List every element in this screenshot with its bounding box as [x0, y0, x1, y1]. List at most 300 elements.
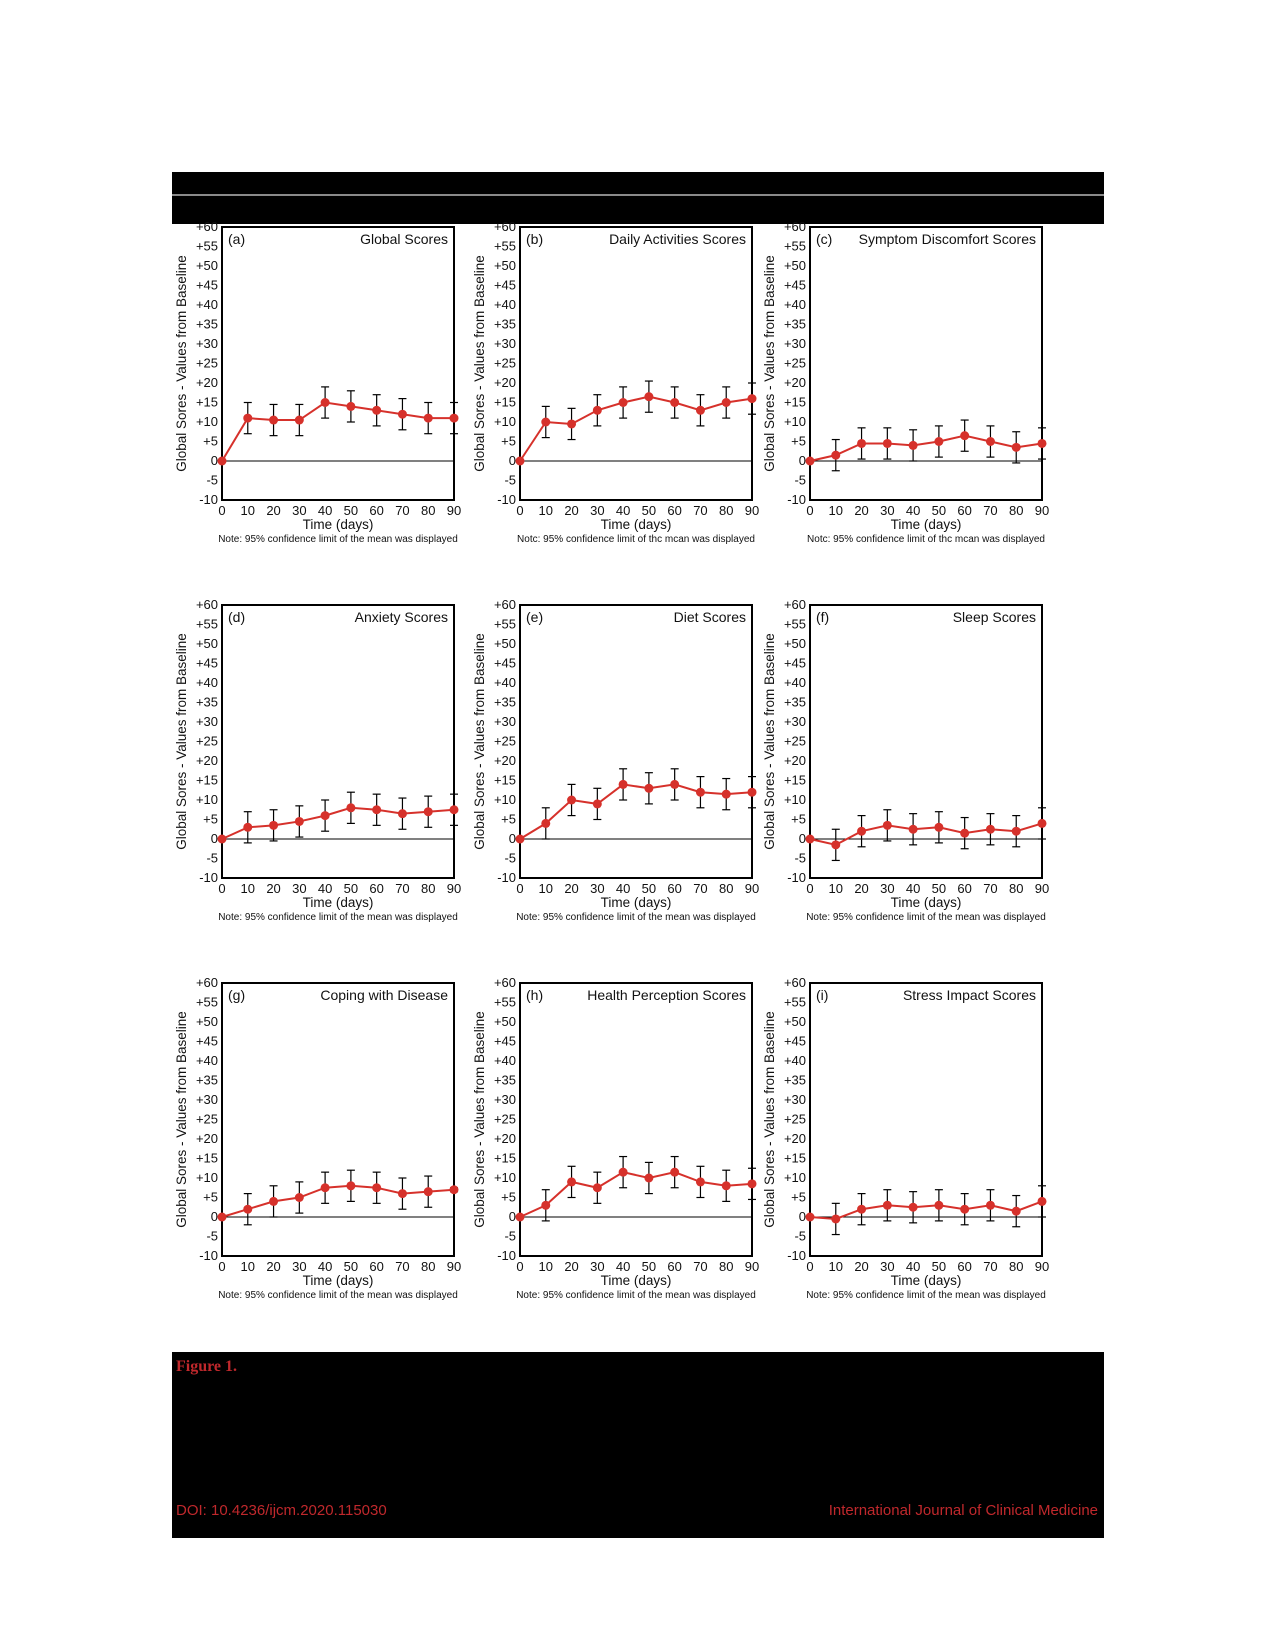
panel-label: (g)	[228, 987, 246, 1003]
data-point	[619, 398, 628, 407]
data-point	[934, 1201, 943, 1210]
x-tick-label: 0	[516, 503, 524, 518]
data-point	[346, 1181, 355, 1190]
y-axis-label: Global Sores - Values from Baseline	[174, 255, 189, 472]
y-axis-label: Global Sores - Values from Baseline	[472, 633, 487, 850]
x-tick-label: 80	[718, 1259, 734, 1274]
chart-panel-b	[470, 219, 780, 572]
y-tick-label: +25	[493, 355, 516, 371]
chart-note: Note: 95% confidence limit of the mean was displayed	[218, 912, 458, 923]
y-tick-label: 0	[798, 453, 806, 468]
data-point	[372, 805, 381, 814]
y-tick-label: +25	[493, 1111, 516, 1127]
plot-frame	[520, 227, 752, 500]
data-point	[541, 819, 550, 828]
y-tick-label: +45	[783, 655, 806, 671]
y-tick-label: +50	[783, 636, 806, 651]
y-tick-label: +5	[791, 433, 806, 449]
chart-panel-g	[172, 975, 482, 1328]
panel-title: Stress Impact Scores	[902, 987, 1036, 1003]
panel-title: Daily Activities Scores	[609, 231, 746, 247]
data-point	[218, 457, 227, 466]
data-point	[295, 416, 304, 425]
panel-label: (h)	[526, 987, 544, 1003]
x-tick-label: 10	[828, 881, 844, 896]
data-point	[722, 398, 731, 407]
y-tick-label: +55	[783, 238, 806, 254]
chart-note: Notc: 95% confidence limit of thc mcan was displayed	[517, 534, 755, 545]
x-tick-label: 90	[446, 503, 462, 518]
x-tick-label: 40	[615, 503, 631, 518]
y-tick-label: +60	[195, 219, 218, 234]
x-tick-label: 70	[693, 881, 708, 896]
x-tick-label: 70	[395, 503, 410, 518]
y-tick-label: +15	[493, 394, 516, 410]
x-axis-label: Time (days)	[890, 1273, 962, 1288]
data-point	[696, 1177, 705, 1186]
y-tick-label: +20	[783, 753, 806, 768]
data-point	[619, 780, 628, 789]
x-tick-label: 30	[880, 503, 895, 518]
y-tick-label: +40	[493, 297, 516, 312]
y-tick-label: +45	[493, 277, 516, 293]
x-tick-label: 90	[744, 1259, 760, 1274]
y-axis-label: Global Sores - Values from Baseline	[762, 255, 777, 472]
x-tick-label: 10	[828, 503, 844, 518]
y-tick-label: +25	[195, 1111, 218, 1127]
y-tick-label: +15	[783, 394, 806, 410]
panel-title: Diet Scores	[673, 609, 746, 625]
y-tick-label: +5	[203, 1189, 218, 1205]
y-tick-label: +50	[783, 1014, 806, 1029]
header-rule	[172, 194, 1104, 196]
x-axis-label: Time (days)	[302, 517, 374, 532]
x-tick-label: 50	[343, 881, 359, 896]
x-tick-label: 30	[590, 1259, 605, 1274]
x-tick-label: 20	[854, 881, 869, 896]
chart-panel-e	[470, 597, 780, 950]
data-point	[670, 398, 679, 407]
y-tick-label: +10	[493, 792, 516, 807]
y-tick-label: 0	[508, 453, 516, 468]
data-point	[670, 780, 679, 789]
data-point	[424, 1187, 433, 1196]
x-tick-label: 70	[983, 881, 998, 896]
data-point	[748, 788, 757, 797]
y-tick-label: +35	[783, 1072, 806, 1088]
y-tick-label: +50	[783, 258, 806, 273]
y-tick-label: +35	[783, 316, 806, 332]
y-tick-label: -5	[504, 850, 516, 866]
y-tick-label: +20	[195, 375, 218, 390]
y-tick-label: +5	[501, 433, 516, 449]
chart-note: Note: 95% confidence limit of the mean was displayed	[806, 912, 1046, 923]
data-point	[1038, 819, 1047, 828]
x-tick-label: 50	[931, 503, 947, 518]
y-tick-label: +10	[783, 1170, 806, 1185]
x-tick-label: 40	[905, 1259, 921, 1274]
panel-title: Anxiety Scores	[354, 609, 448, 625]
y-tick-label: +5	[501, 811, 516, 827]
y-tick-label: +30	[783, 714, 806, 729]
y-tick-label: -10	[199, 870, 218, 885]
y-tick-label: -5	[794, 850, 806, 866]
x-tick-label: 60	[667, 503, 682, 518]
y-tick-label: +60	[195, 975, 218, 990]
y-tick-label: +30	[493, 1092, 516, 1107]
y-tick-label: +55	[493, 994, 516, 1010]
y-tick-label: +5	[203, 433, 218, 449]
x-tick-label: 0	[516, 881, 524, 896]
y-tick-label: -10	[787, 870, 806, 885]
chart-note: Notc: 95% confidence limit of thc mcan was displayed	[807, 534, 1045, 545]
x-tick-label: 80	[718, 881, 734, 896]
y-tick-label: +35	[195, 694, 218, 710]
y-tick-label: +25	[493, 733, 516, 749]
data-point	[806, 835, 815, 844]
data-point	[670, 1168, 679, 1177]
x-tick-label: 90	[744, 503, 760, 518]
x-tick-label: 10	[538, 1259, 554, 1274]
data-point	[450, 414, 459, 423]
y-tick-label: +25	[195, 355, 218, 371]
y-tick-label: +25	[195, 733, 218, 749]
data-point	[748, 1179, 757, 1188]
x-tick-label: 70	[693, 1259, 708, 1274]
x-axis-label: Time (days)	[302, 895, 374, 910]
panel-title: Sleep Scores	[952, 609, 1036, 625]
data-point	[909, 1203, 918, 1212]
y-tick-label: +10	[493, 1170, 516, 1185]
data-point	[934, 823, 943, 832]
y-tick-label: -10	[497, 1248, 516, 1263]
y-tick-label: +50	[195, 1014, 218, 1029]
x-tick-label: 10	[240, 881, 256, 896]
x-axis-label: Time (days)	[600, 895, 672, 910]
y-tick-label: +30	[783, 336, 806, 351]
x-tick-label: 90	[446, 881, 462, 896]
y-tick-label: +45	[493, 1033, 516, 1049]
data-point	[1012, 1207, 1021, 1216]
y-tick-label: +20	[493, 375, 516, 390]
y-tick-label: +60	[493, 975, 516, 990]
data-point	[1038, 439, 1047, 448]
y-tick-label: +20	[783, 1131, 806, 1146]
x-tick-label: 0	[218, 503, 226, 518]
y-tick-label: 0	[210, 453, 218, 468]
y-tick-label: +30	[195, 714, 218, 729]
panel-label: (i)	[816, 987, 829, 1003]
y-tick-label: -5	[504, 472, 516, 488]
y-tick-label: +45	[783, 277, 806, 293]
y-axis-label: Global Sores - Values from Baseline	[174, 633, 189, 850]
y-axis-label: Global Sores - Values from Baseline	[472, 1011, 487, 1228]
panel-title: Symptom Discomfort Scores	[858, 231, 1036, 247]
chart-panel-a	[172, 219, 482, 572]
x-tick-label: 20	[266, 881, 281, 896]
x-tick-label: 10	[538, 881, 554, 896]
data-point	[857, 827, 866, 836]
data-point	[986, 1201, 995, 1210]
y-tick-label: +30	[493, 336, 516, 351]
y-tick-label: +50	[195, 636, 218, 651]
data-point	[398, 1189, 407, 1198]
data-point	[831, 1214, 840, 1223]
x-tick-label: 70	[395, 881, 410, 896]
y-tick-label: +25	[783, 355, 806, 371]
x-tick-label: 60	[957, 1259, 972, 1274]
x-tick-label: 30	[880, 1259, 895, 1274]
x-tick-label: 20	[564, 881, 579, 896]
y-tick-label: +35	[195, 316, 218, 332]
data-point	[593, 1183, 602, 1192]
x-tick-label: 0	[516, 1259, 524, 1274]
y-tick-label: +15	[493, 1150, 516, 1166]
data-point	[450, 1185, 459, 1194]
y-tick-label: +45	[195, 655, 218, 671]
x-tick-label: 30	[292, 881, 307, 896]
data-point	[909, 825, 918, 834]
x-tick-label: 10	[240, 1259, 256, 1274]
panel-label: (f)	[816, 609, 830, 625]
x-axis-label: Time (days)	[600, 1273, 672, 1288]
panel-label: (c)	[816, 231, 833, 247]
panel-title: Global Scores	[360, 231, 448, 247]
data-point	[567, 796, 576, 805]
x-axis-label: Time (days)	[302, 1273, 374, 1288]
data-point	[696, 788, 705, 797]
x-tick-label: 60	[369, 1259, 384, 1274]
x-tick-label: 70	[693, 503, 708, 518]
x-tick-label: 0	[806, 1259, 814, 1274]
x-tick-label: 60	[369, 881, 384, 896]
y-tick-label: -10	[199, 1248, 218, 1263]
x-tick-label: 80	[1008, 881, 1024, 896]
y-tick-label: +35	[493, 1072, 516, 1088]
y-tick-label: +15	[195, 1150, 218, 1166]
y-tick-label: +25	[783, 733, 806, 749]
x-tick-label: 80	[420, 881, 436, 896]
y-tick-label: -10	[497, 492, 516, 507]
chart-note: Note: 95% confidence limit of the mean was displayed	[806, 1290, 1046, 1301]
y-tick-label: +40	[195, 675, 218, 690]
y-tick-label: +20	[493, 1131, 516, 1146]
data-point	[398, 410, 407, 419]
x-tick-label: 30	[880, 881, 895, 896]
data-point	[1012, 443, 1021, 452]
header-bar	[172, 172, 1104, 224]
x-tick-label: 30	[292, 503, 307, 518]
y-tick-label: +20	[493, 753, 516, 768]
y-tick-label: +50	[195, 258, 218, 273]
data-point	[269, 821, 278, 830]
x-tick-label: 20	[266, 1259, 281, 1274]
data-point	[806, 1213, 815, 1222]
data-point	[986, 825, 995, 834]
data-point	[243, 1205, 252, 1214]
x-tick-label: 60	[957, 881, 972, 896]
data-point	[593, 799, 602, 808]
y-tick-label: +55	[783, 616, 806, 632]
x-tick-label: 80	[1008, 1259, 1024, 1274]
y-tick-label: -10	[199, 492, 218, 507]
x-tick-label: 0	[218, 1259, 226, 1274]
data-point	[516, 457, 525, 466]
y-tick-label: +40	[493, 675, 516, 690]
y-tick-label: +15	[195, 772, 218, 788]
y-tick-label: -5	[206, 1228, 218, 1244]
data-point	[541, 418, 550, 427]
x-tick-label: 40	[615, 881, 631, 896]
x-tick-label: 80	[718, 503, 734, 518]
y-tick-label: +60	[783, 597, 806, 612]
chart-panel-d	[172, 597, 482, 950]
x-axis-label: Time (days)	[890, 517, 962, 532]
x-tick-label: 80	[420, 503, 436, 518]
data-point	[831, 840, 840, 849]
data-point	[398, 809, 407, 818]
y-tick-label: +40	[783, 1053, 806, 1068]
y-axis-label: Global Sores - Values from Baseline	[762, 1011, 777, 1228]
y-tick-label: 0	[210, 831, 218, 846]
chart-note: Note: 95% confidence limit of the mean was displayed	[516, 1290, 756, 1301]
y-tick-label: +15	[783, 772, 806, 788]
x-axis-label: Time (days)	[890, 895, 962, 910]
data-point	[516, 835, 525, 844]
data-point	[346, 803, 355, 812]
x-tick-label: 50	[931, 881, 947, 896]
footer-journal: International Journal of Clinical Medicine	[828, 1502, 1098, 1519]
data-point	[857, 1205, 866, 1214]
y-tick-label: +35	[493, 316, 516, 332]
data-point	[295, 817, 304, 826]
x-tick-label: 70	[983, 1259, 998, 1274]
chart-note: Note: 95% confidence limit of the mean was displayed	[516, 912, 756, 923]
data-point	[346, 402, 355, 411]
data-point	[541, 1201, 550, 1210]
data-point	[644, 392, 653, 401]
data-point	[696, 406, 705, 415]
y-tick-label: +45	[195, 277, 218, 293]
x-tick-label: 40	[905, 503, 921, 518]
panel-title: Coping with Disease	[320, 987, 448, 1003]
y-tick-label: +55	[493, 616, 516, 632]
y-tick-label: -10	[787, 1248, 806, 1263]
y-tick-label: +15	[783, 1150, 806, 1166]
data-point	[567, 1177, 576, 1186]
y-tick-label: +55	[195, 994, 218, 1010]
x-tick-label: 40	[615, 1259, 631, 1274]
data-point	[960, 1205, 969, 1214]
data-point	[1038, 1197, 1047, 1206]
data-point	[960, 829, 969, 838]
chart-panel-f	[760, 597, 1070, 950]
data-point	[748, 394, 757, 403]
y-axis-label: Global Sores - Values from Baseline	[762, 633, 777, 850]
x-tick-label: 30	[590, 881, 605, 896]
x-tick-label: 90	[1034, 503, 1050, 518]
x-tick-label: 70	[395, 1259, 410, 1274]
y-tick-label: +10	[195, 792, 218, 807]
y-tick-label: +30	[195, 1092, 218, 1107]
x-tick-label: 40	[317, 881, 333, 896]
y-tick-label: +60	[783, 219, 806, 234]
x-tick-label: 60	[667, 1259, 682, 1274]
y-tick-label: +10	[493, 414, 516, 429]
data-point	[883, 821, 892, 830]
plot-frame	[810, 605, 1042, 878]
data-point	[934, 437, 943, 446]
x-tick-label: 90	[1034, 881, 1050, 896]
data-point	[644, 784, 653, 793]
data-point	[372, 406, 381, 415]
panel-label: (e)	[526, 609, 544, 625]
data-point	[295, 1193, 304, 1202]
data-point	[269, 416, 278, 425]
x-tick-label: 20	[564, 1259, 579, 1274]
data-point	[321, 1183, 330, 1192]
y-tick-label: +15	[195, 394, 218, 410]
x-tick-label: 30	[292, 1259, 307, 1274]
x-tick-label: 70	[983, 503, 998, 518]
y-tick-label: +55	[493, 238, 516, 254]
y-tick-label: -5	[504, 1228, 516, 1244]
x-tick-label: 40	[317, 503, 333, 518]
data-point	[593, 406, 602, 415]
y-tick-label: +45	[493, 655, 516, 671]
panel-label: (d)	[228, 609, 246, 625]
data-point	[883, 1201, 892, 1210]
data-point	[1012, 827, 1021, 836]
y-tick-label: -10	[787, 492, 806, 507]
y-tick-label: -5	[794, 1228, 806, 1244]
data-point	[722, 1181, 731, 1190]
y-tick-label: +40	[783, 297, 806, 312]
data-point	[960, 431, 969, 440]
y-tick-label: +5	[791, 811, 806, 827]
x-tick-label: 10	[828, 1259, 844, 1274]
y-tick-label: 0	[798, 1209, 806, 1224]
plot-frame	[222, 983, 454, 1256]
x-tick-label: 20	[564, 503, 579, 518]
x-tick-label: 20	[854, 503, 869, 518]
data-point	[909, 441, 918, 450]
y-tick-label: +20	[195, 1131, 218, 1146]
y-tick-label: +45	[783, 1033, 806, 1049]
y-tick-label: +60	[493, 219, 516, 234]
y-tick-label: +10	[195, 1170, 218, 1185]
x-tick-label: 20	[266, 503, 281, 518]
data-point	[218, 835, 227, 844]
y-tick-label: +55	[195, 238, 218, 254]
y-tick-label: -5	[794, 472, 806, 488]
data-point	[243, 823, 252, 832]
y-tick-label: +50	[493, 636, 516, 651]
y-tick-label: +55	[783, 994, 806, 1010]
data-point	[321, 811, 330, 820]
x-tick-label: 40	[905, 881, 921, 896]
data-point	[722, 790, 731, 799]
y-tick-label: +5	[203, 811, 218, 827]
plot-frame	[222, 605, 454, 878]
panel-label: (a)	[228, 231, 246, 247]
y-tick-label: +55	[195, 616, 218, 632]
y-tick-label: +30	[195, 336, 218, 351]
data-point	[567, 419, 576, 428]
data-point	[243, 414, 252, 423]
y-tick-label: +35	[783, 694, 806, 710]
x-tick-label: 50	[641, 1259, 657, 1274]
